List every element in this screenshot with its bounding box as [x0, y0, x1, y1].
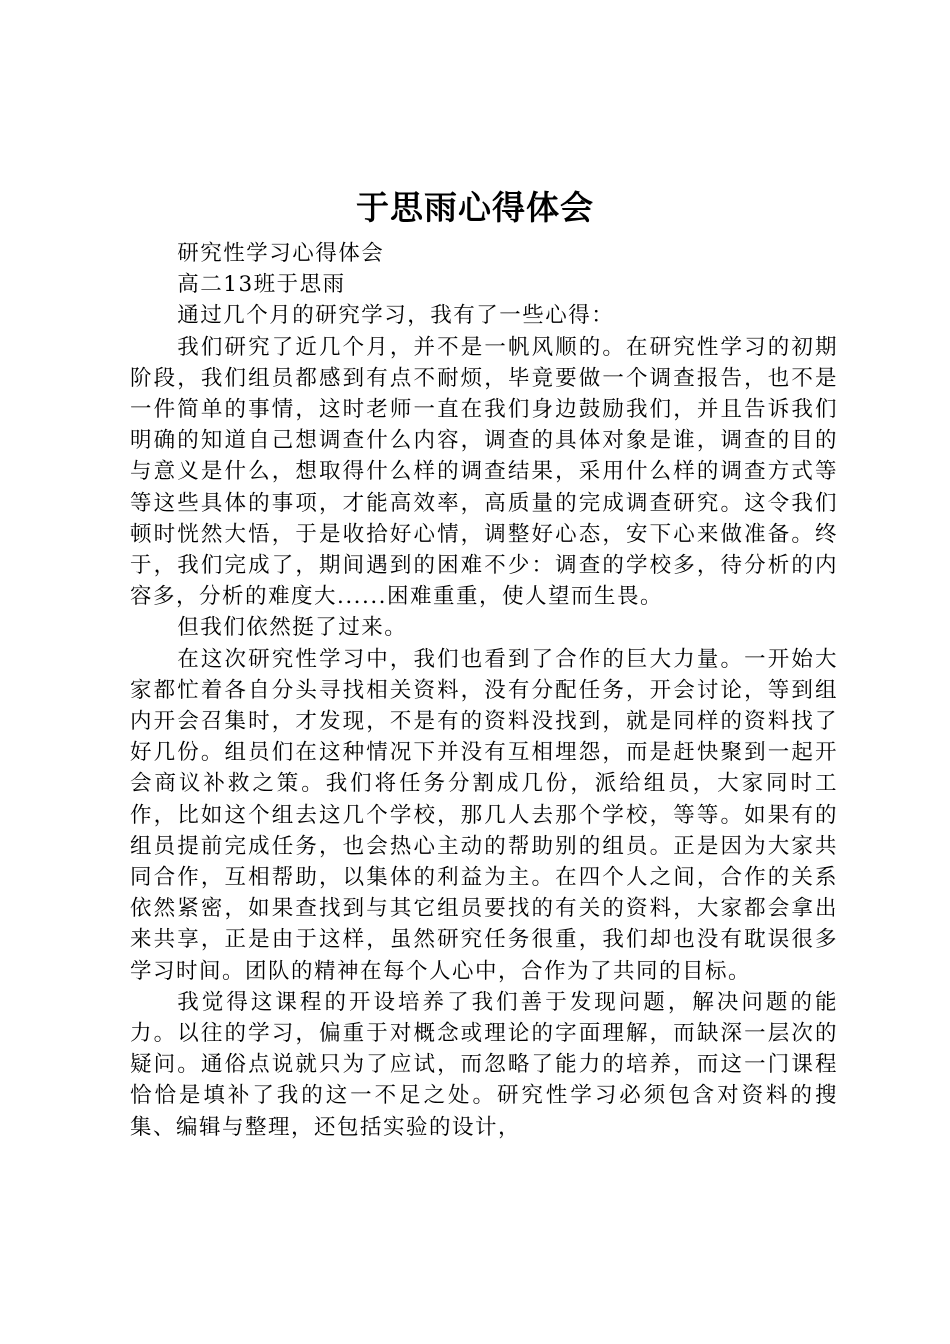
- paragraph-author: 高二13班于思雨: [177, 272, 346, 298]
- document-body: [130, 238, 838, 1143]
- paragraph-course-value: 我觉得这课程的开设培养了我们善于发现问题，解决问题的能力。以往的学习，偏重于对概念或理论的字面理解，而缺深一层次的疑问。通俗点说就只为了应试，而忽略了能力的培养，而这一门课程恰恰是填补了我的这一不足之处。研究性学习必须包含对资料的搜集、编辑与整理，还包括实验的设计，: [130, 989, 838, 1140]
- paragraph-research-process: 我们研究了近几个月，并不是一帆风顺的。在研究性学习的初期阶段，我们组员都感到有点不耐烦，毕竟要做一个调查报告，也不是一件简单的事情，这时老师一直在我们身边鼓励我们，并且告诉我们明确的知道自己想调查什么内容，调查的具体对象是谁，调查的目的与意义是什么，想取得什么样的调查结果，采用什么样的调查方式等等这些具体的事项，才能高效率，高质量的完成调查研究。这令我们顿时恍然大悟，于是收拾好心情，调整好心态，安下心来做准备。终于，我们完成了，期间遇到的困难不少：调查的学校多，待分析的内容多，分析的难度大......困难重重，使人望而生畏。: [130, 334, 838, 610]
- document-title: 于思雨心得体会: [356, 188, 594, 227]
- paragraph-teamwork: 在这次研究性学习中，我们也看到了合作的巨大力量。一开始大家都忙着各自分头寻找相关资料，没有分配任务，开会讨论，等到组内开会召集时，才发现，不是有的资料没找到，就是同样的资料找了好几份。组员们在这种情况下并没有互相埋怨，而是赶快聚到一起开会商议补救之策。我们将任务分割成几份，派给组员，大家同时工作，比如这个组去这几个学校，那几人去那个学校，等等。如果有的组员提前完成任务，也会热心主动的帮助别的组员。正是因为大家共同合作，互相帮助，以集体的利益为主。在四个人之间，合作的关系依然紧密，如果查找到与其它组员要找的有关的资料，大家都会拿出来共享，正是由于这样，虽然研究任务很重，我们却也没有耽误很多学习时间。团队的精神在每个人心中，合作为了共同的目标。: [130, 646, 838, 984]
- paragraph-intro: 通过几个月的研究学习，我有了一些心得：: [177, 303, 615, 329]
- paragraph-subtitle: 研究性学习心得体会: [177, 241, 385, 266]
- paragraph-perseverance: 但我们依然挺了过来。: [177, 615, 408, 641]
